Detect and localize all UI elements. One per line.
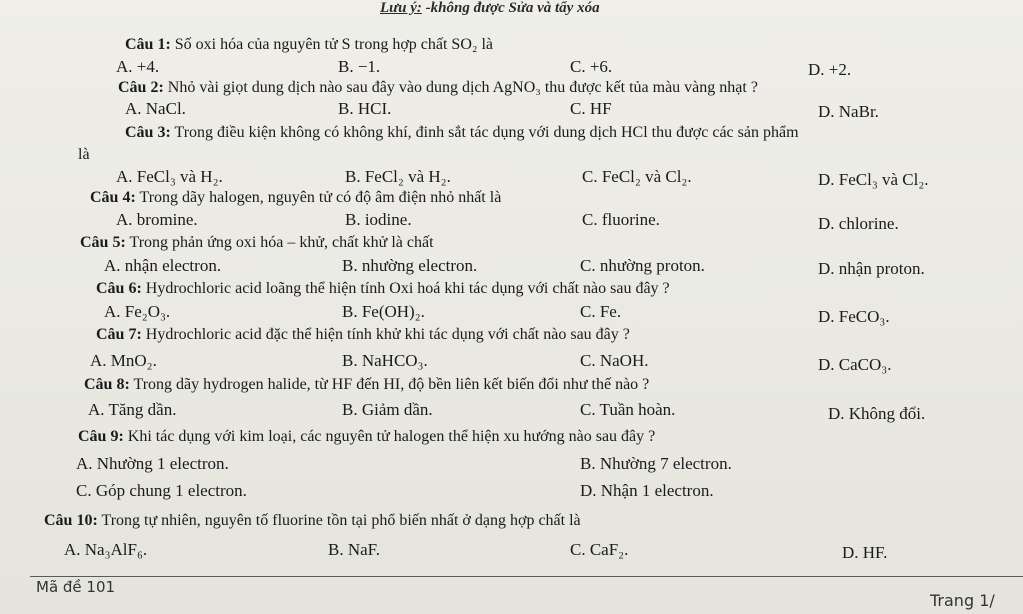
option: B. Giảm dần. (342, 400, 433, 419)
note-text: -không được Sửa và tẩy xóa (421, 0, 600, 16)
option: C. HF (570, 99, 612, 118)
question-number: Câu 10: (44, 512, 98, 529)
question-text: Trong phản ứng oxi hóa – khử, chất khử là chất (129, 234, 434, 251)
footer-divider (30, 576, 1023, 577)
option: D. HF. (842, 543, 888, 562)
question-number: Câu 8: (84, 376, 130, 393)
option: C. FeCl₂ và Cl₂. (582, 167, 692, 186)
option: D. FeCl₃ và Cl₂. (818, 170, 929, 189)
question-10 (44, 512, 581, 530)
question-text: Trong tự nhiên, nguyên tố fluorine tồn tại phổ biến nhất ở dạng hợp chất là (101, 512, 581, 529)
option: B. nhường electron. (342, 256, 478, 275)
option: A. Na₃AlF₆. (64, 540, 148, 559)
exam-code: Mã đề 101 (36, 578, 116, 596)
option: D. FeCO₃. (818, 307, 890, 326)
option: D. Nhận 1 electron. (580, 481, 714, 500)
question-6 (96, 280, 670, 298)
question-text: Trong điều kiện không có không khí, đinh sắt tác dụng với dung dịch HCl thu được các sản phẩm (174, 124, 799, 141)
question-number: Câu 7: (96, 326, 142, 343)
question-number: Câu 4: (90, 189, 136, 206)
question-4 (90, 189, 501, 207)
option: C. fluorine. (582, 210, 660, 229)
option: D. Không đổi. (828, 404, 926, 423)
question-text: Số oxi hóa của nguyên tử S trong hợp chất SO₂ là (174, 36, 494, 53)
option: B. FeCl₂ và H₂. (345, 167, 451, 186)
question-8 (84, 376, 649, 394)
option: C. NaOH. (580, 351, 649, 370)
option: B. NaHCO₃. (342, 351, 428, 370)
option: B. HCI. (338, 99, 392, 118)
question-1 (125, 36, 493, 54)
question-number: Câu 1: (125, 36, 171, 53)
option: A. bromine. (116, 210, 198, 229)
option: B. iodine. (345, 210, 412, 229)
question-number: Câu 3: (125, 124, 171, 141)
question-number: Câu 5: (80, 234, 126, 251)
question-number: Câu 9: (78, 428, 124, 445)
question-5 (80, 234, 434, 252)
option: B. NaF. (328, 540, 381, 559)
question-number: Câu 2: (118, 79, 164, 96)
question-text: Nhỏ vài giọt dung dịch nào sau đây vào dung dịch AgNO₃ thu được kết tủa màu vàng nhạt ? (167, 79, 758, 96)
question-2 (118, 79, 758, 97)
option: C. Tuần hoàn. (580, 400, 676, 419)
option: C. Fe. (580, 302, 622, 321)
question-text: Hydrochloric acid đặc thể hiện tính khử khi tác dụng với chất nào sau đây ? (145, 326, 630, 343)
question-text: Trong dãy hydrogen halide, từ HF đến HI, độ bền liên kết biến đổi như thế nào ? (133, 376, 650, 393)
option: A. Fe₂O₃. (104, 302, 171, 321)
option: D. nhận proton. (818, 259, 925, 278)
option: A. Tăng dần. (88, 400, 177, 419)
question-9 (78, 428, 655, 446)
option: D. +2. (808, 60, 852, 79)
option: C. nhường proton. (580, 256, 705, 275)
option: C. Góp chung 1 electron. (76, 481, 247, 500)
option: B. Fe(OH)₂. (342, 302, 425, 321)
option: A. Nhường 1 electron. (76, 454, 229, 473)
question-number: Câu 6: (96, 280, 142, 297)
option: D. CaCO₃. (818, 355, 892, 374)
option: B. Nhường 7 electron. (580, 454, 732, 473)
option: B. −1. (338, 57, 381, 76)
question-text: Hydrochloric acid loãng thể hiện tính Oxi hoá khi tác dụng với chất nào sau đây ? (145, 280, 670, 297)
question-7 (96, 326, 630, 344)
option: A. FeCl₃ và H₂. (116, 167, 223, 186)
option: A. NaCl. (125, 99, 186, 118)
question-text: Khi tác dụng với kim loại, các nguyên tử halogen thể hiện xu hướng nào sau đây ? (127, 428, 656, 445)
option: C. +6. (570, 57, 613, 76)
option: A. nhận electron. (104, 256, 222, 275)
question-3-continued: là (78, 146, 90, 163)
page-number: Trang 1/ (930, 591, 995, 610)
option: D. chlorine. (818, 214, 899, 233)
question-3 (125, 124, 799, 142)
question-text: Trong dãy halogen, nguyên tử có độ âm điện nhỏ nhất là (139, 189, 502, 206)
option: A. +4. (116, 57, 160, 76)
note (380, 0, 600, 17)
option: A. MnO₂. (90, 351, 157, 370)
option: C. CaF₂. (570, 540, 629, 559)
option: D. NaBr. (818, 102, 879, 121)
note-label: Lưu ý: (380, 0, 422, 16)
